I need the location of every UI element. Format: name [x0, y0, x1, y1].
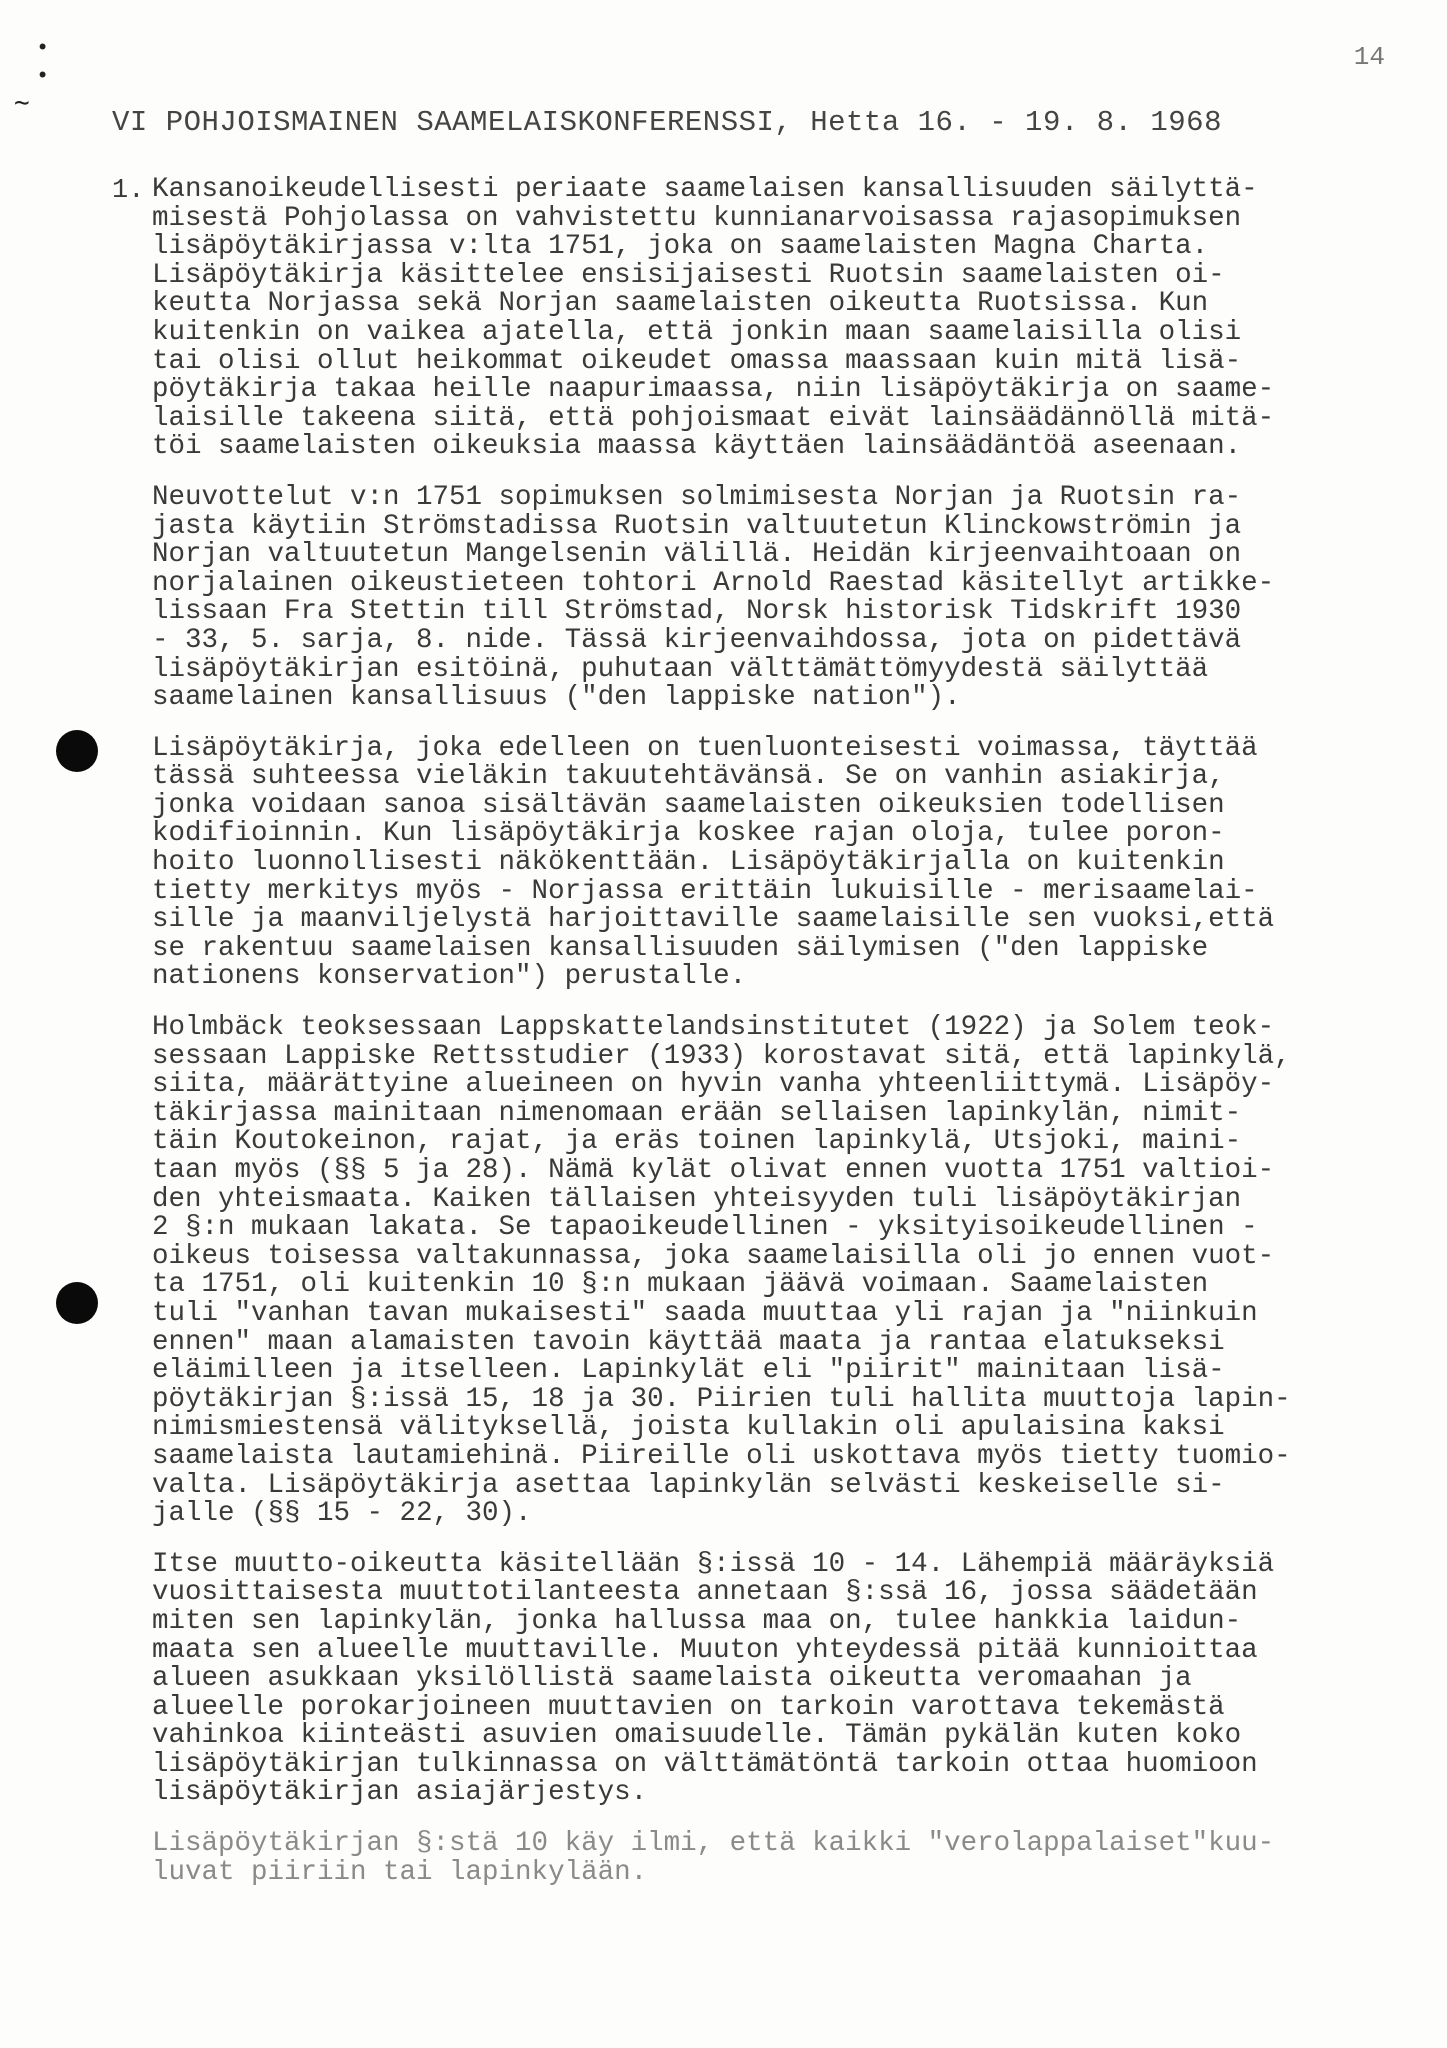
text-line: laisille takeena siitä, että pohjoismaat eivät lainsäädännöllä mitä-: [152, 402, 1275, 434]
text-line: Kansanoikeudellisesti periaate saamelaisen kansallisuuden säilyttä-: [152, 174, 1258, 205]
text-line: sessaan Lappiske Rettsstudier (1933) korostavat sitä, että lapinkylä,: [152, 1040, 1291, 1072]
text-line: ta 1751, oli kuitenkin 10 §:n mukaan jäävä voimaan. Saamelaisten: [152, 1269, 1209, 1301]
text-line: Holmbäck teoksessaan Lappskattelandsinstitutet (1922) ja Solem teok-: [152, 1012, 1275, 1044]
paragraph-1: [112, 174, 1402, 463]
text-line: tai olisi ollut heikommat oikeudet omassa maassaan kuin mitä lisä-: [152, 345, 1242, 377]
text-line: luvat piiriin tai lapinkylään.: [152, 1856, 648, 1888]
text-line: valta. Lisäpöytäkirja asettaa lapinkylän selvästi keskeiselle si-: [152, 1469, 1225, 1501]
paragraph-6: [152, 1830, 1402, 1887]
text-line: alueelle porokarjoineen muuttavien on tarkoin varottava tekemästä: [152, 1691, 1225, 1723]
text-line: alueen asukkaan yksilöllistä saamelaista oikeutta veromaahan ja: [152, 1663, 1192, 1695]
text-line: lisäpöytäkirjassa v:lta 1751, joka on saamelaisten Magna Charta.: [152, 231, 1209, 263]
text-line: lissaan Fra Stettin till Strömstad, Norsk historisk Tidskrift 1930: [152, 596, 1242, 628]
text-line: töi saamelaisten oikeuksia maassa käyttäen lainsäädäntöä aseenaan.: [152, 431, 1242, 463]
text-line: täkirjassa mainitaan nimenomaan erään sellaisen lapinkylän, nimit-: [152, 1097, 1242, 1129]
text-line: den yhteismaata. Kaiken tällaisen yhteisyyden tuli lisäpöytäkirjan: [152, 1183, 1242, 1215]
text-line: miten sen lapinkylän, jonka hallussa maa on, tulee hankkia laidun-: [152, 1605, 1242, 1637]
punch-hole-upper: [56, 730, 98, 772]
text-line: 2 §:n mukaan lakata. Se tapaoikeudellinen - yksityisoikeudellinen -: [152, 1212, 1258, 1244]
text-line: Lisäpöytäkirjan §:stä 10 käy ilmi, että kaikki "verolappalaiset"kuu-: [152, 1828, 1275, 1860]
text-line: nationens konservation") perustalle.: [152, 961, 747, 993]
text-line: jasta käytiin Strömstadissa Ruotsin valtuutetun Klinckowströmin ja: [152, 510, 1242, 542]
text-line: hoito luonnollisesti näkökenttään. Lisäpöytäkirjalla on kuitenkin: [152, 847, 1225, 879]
text-line: taan myös (§§ 5 ja 28). Nämä kylät olivat ennen vuotta 1751 valtioi-: [152, 1155, 1275, 1186]
text-line: jonka voidaan sanoa sisältävän saamelaisten oikeuksien todellisen: [152, 789, 1225, 821]
text-line: se rakentuu saamelaisen kansallisuuden säilymisen ("den lappiske: [152, 932, 1209, 964]
text-line: sille ja maanviljelystä harjoittaville saamelaisille sen vuoksi,että: [152, 904, 1275, 936]
text-line: pöytäkirja takaa heille naapurimaassa, niin lisäpöytäkirja on saame-: [152, 374, 1275, 406]
text-line: Itse muutto-oikeutta käsitellään §:issä 10 - 14. Lähempiä määräyksiä: [152, 1548, 1275, 1580]
text-line: lisäpöytäkirjan asiajärjestys.: [152, 1777, 648, 1809]
paragraph-5: [152, 1548, 1402, 1809]
paragraph-3: [152, 732, 1402, 993]
text-line: eläimilleen ja itselleen. Lapinkylät eli "piirit" mainitaan lisä-: [152, 1355, 1225, 1387]
text-line: täin Koutokeinon, rajat, ja eräs toinen lapinkylä, Utsjoki, maini-: [152, 1126, 1242, 1158]
text-line: saamelainen kansallisuus ("den lappiske nation").: [152, 682, 961, 714]
margin-tick-mark: •: [36, 36, 50, 61]
punch-hole-lower: [56, 1282, 98, 1324]
margin-tick-mark: •: [36, 64, 50, 89]
text-line: Neuvottelut v:n 1751 sopimuksen solmimisesta Norjan ja Ruotsin ra-: [152, 481, 1242, 513]
paragraph-4: [152, 1014, 1402, 1529]
text-line: saamelaista lautamiehinä. Piireille oli uskottava myös tietty tuomio-: [152, 1440, 1291, 1472]
text-line: pöytäkirjan §:issä 15, 18 ja 30. Piirien tuli hallita muuttoja lapin-: [152, 1383, 1291, 1415]
text-line: Lisäpöytäkirja, joka edelleen on tuenluonteisesti voimassa, täyttää: [152, 732, 1258, 764]
text-line: lisäpöytäkirjan tulkinnassa on välttämätöntä tarkoin ottaa huomioon: [152, 1748, 1258, 1780]
text-line: ennen" maan alamaisten tavoin käyttää maata ja rantaa elatukseksi: [152, 1326, 1225, 1358]
paragraph-2: [152, 481, 1402, 714]
text-line: vahinkoa kiinteästi asuvien omaisuudelle. Tämän pykälän kuten koko: [152, 1720, 1242, 1752]
document-header: VI POHJOISMAINEN SAAMELAISKONFERENSSI, Hetta 16. - 19. 8. 1968: [112, 106, 1222, 139]
text-line: jalle (§§ 15 - 22, 30).: [152, 1498, 532, 1530]
text-line: tietty merkitys myös - Norjassa erittäin lukuisille - merisaamelai-: [152, 875, 1258, 907]
text-line: keutta Norjassa sekä Norjan saamelaisten oikeutta Ruotsissa. Kun: [152, 288, 1209, 320]
text-line: lisäpöytäkirjan esitöinä, puhutaan välttämättömyydestä säilyttää: [152, 653, 1209, 685]
text-line: kodifioinnin. Kun lisäpöytäkirja koskee rajan oloja, tulee poron-: [152, 818, 1225, 850]
text-line: misestä Pohjolassa on vahvistettu kunnianarvoisassa rajasopimuksen: [152, 202, 1242, 234]
text-line: nimismiestensä välityksellä, joista kullakin oli apulaisina kaksi: [152, 1412, 1225, 1444]
document-body: [112, 174, 1402, 1909]
text-line: Norjan valtuutetun Mangelsenin välillä. Heidän kirjeenvaihtoaan on: [152, 539, 1242, 571]
text-line: tässä suhteessa vieläkin takuutehtävänsä. Se on vanhin asiakirja,: [152, 761, 1225, 793]
text-line: tuli "vanhan tavan mukaisesti" saada muuttaa yli rajan ja "niinkuin: [152, 1297, 1258, 1329]
text-line: maata sen alueelle muuttaville. Muuton yhteydessä pitää kunnioittaa: [152, 1634, 1258, 1666]
margin-staple-mark: ∼: [14, 89, 30, 119]
page-number: 14: [1353, 42, 1385, 72]
text-line: kuitenkin on vaikea ajatella, että jonkin maan saamelaisilla olisi: [152, 316, 1242, 348]
text-line: - 33, 5. sarja, 8. nide. Tässä kirjeenvaihdossa, jota on pidettävä: [152, 624, 1242, 656]
paragraph-number: 1.: [112, 176, 145, 206]
text-line: siita, määrättyine alueineen on hyvin vanha yhteenliittymä. Lisäpöy-: [152, 1069, 1275, 1101]
text-line: oikeus toisessa valtakunnassa, joka saamelaisilla oli jo ennen vuot-: [152, 1240, 1275, 1272]
text-line: norjalainen oikeustieteen tohtori Arnold Raestad käsitellyt artikke-: [152, 567, 1275, 599]
text-line: vuosittaisesta muuttotilanteesta annetaan §:ssä 16, jossa säädetään: [152, 1577, 1258, 1609]
text-line: Lisäpöytäkirja käsittelee ensisijaisesti Ruotsin saamelaisten oi-: [152, 259, 1225, 291]
